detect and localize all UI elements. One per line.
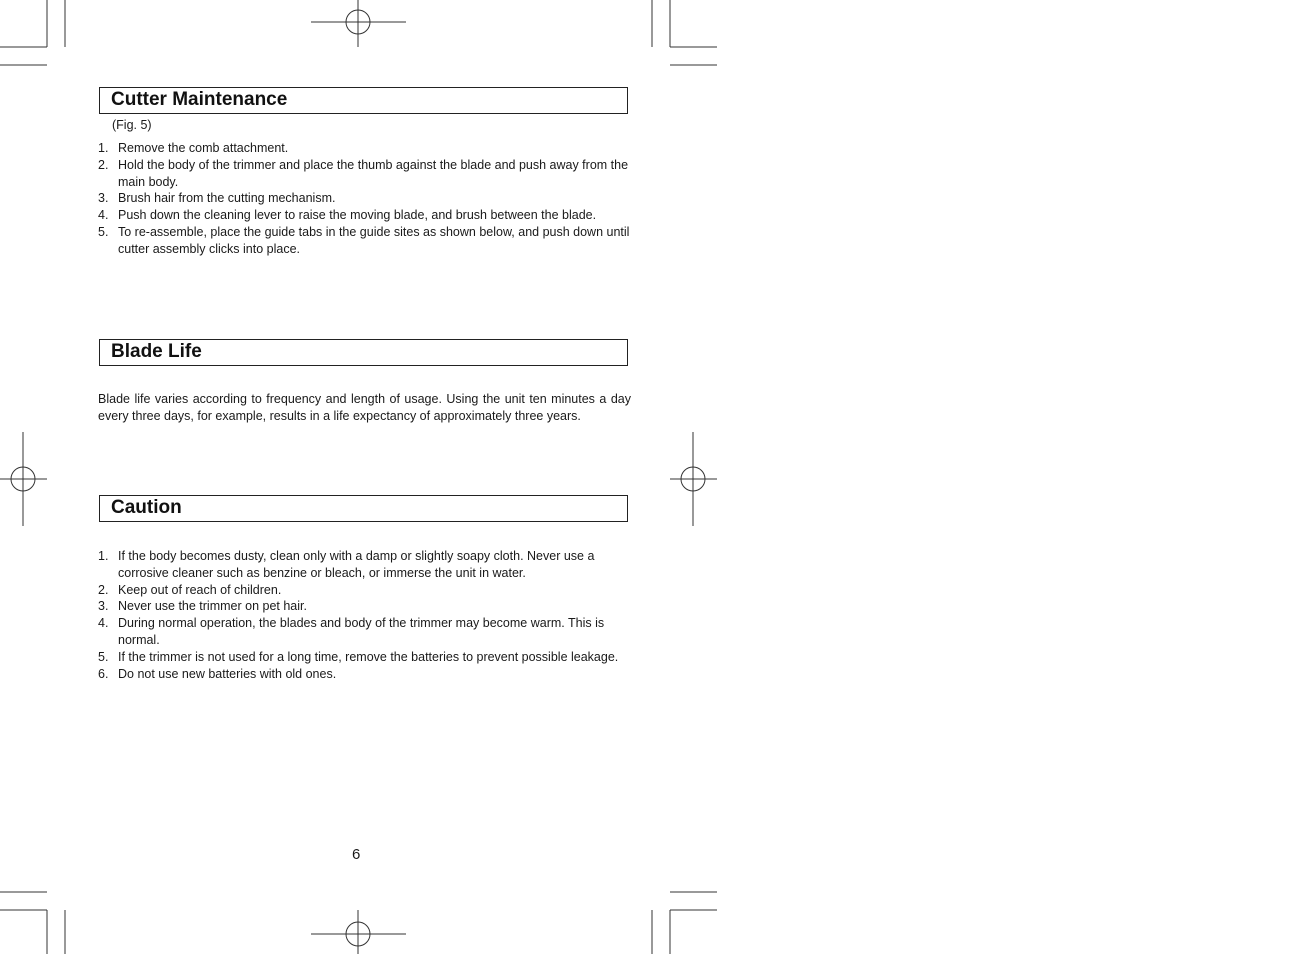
- list-text: Do not use new batteries with old ones.: [118, 666, 337, 681]
- registration-mark-top: [311, 0, 406, 47]
- page-number: 6: [352, 846, 361, 863]
- list-text: Brush hair from the cutting mechanism.: [118, 191, 336, 206]
- registration-mark-left: [0, 432, 47, 526]
- list-item: [98, 224, 630, 258]
- list-number: 4.: [98, 208, 109, 223]
- list-number: 2.: [98, 157, 109, 172]
- list-item: [98, 157, 630, 191]
- caution-heading: [99, 495, 628, 522]
- list-item: [98, 582, 630, 599]
- caution-title: Caution: [111, 497, 182, 518]
- list-item: [98, 140, 630, 157]
- list-number: 1.: [98, 141, 109, 155]
- cutter-maintenance-title: Cutter Maintenance: [111, 89, 288, 110]
- list-text: Never use the trimmer on pet hair.: [118, 599, 307, 614]
- list-text: Keep out of reach of children.: [118, 582, 282, 597]
- registration-mark-right: [670, 432, 717, 526]
- list-number: 4.: [98, 616, 109, 631]
- blade-life-paragraph: Blade life varies according to frequency and length of usage. Using the unit ten minutes a day every three days, for example, results in a life expectancy of approximately three years.: [98, 392, 631, 423]
- list-text: Push down the cleaning lever to raise the moving blade, and brush between the blade.: [118, 208, 597, 223]
- list-number: 3.: [98, 191, 109, 206]
- list-item: [98, 190, 630, 207]
- cutter-maintenance-heading: [99, 87, 628, 114]
- list-number: 3.: [98, 599, 109, 614]
- list-text: To re-assemble, place the guide tabs in the guide sites as shown below, and push down until cutter assembly clicks into place.: [118, 224, 630, 256]
- list-item: [98, 598, 630, 615]
- list-text: If the trimmer is not used for a long time, remove the batteries to prevent possible leakage.: [118, 649, 619, 664]
- blade-life-title: Blade Life: [111, 341, 202, 362]
- list-number: 5.: [98, 224, 109, 239]
- list-text: Hold the body of the trimmer and place the thumb against the blade and push away from the main body.: [118, 157, 629, 189]
- figure-reference: (Fig. 5): [112, 118, 152, 132]
- list-item: [98, 615, 630, 649]
- list-number: 5.: [98, 649, 109, 664]
- cutter-maintenance-steps: [98, 140, 630, 258]
- list-item: [98, 207, 630, 224]
- list-number: 1.: [98, 549, 109, 563]
- caution-list: [98, 548, 630, 682]
- list-item: [98, 666, 630, 683]
- list-item: [98, 649, 630, 666]
- list-text: Remove the comb attachment.: [118, 141, 289, 155]
- list-number: 2.: [98, 582, 109, 597]
- blade-life-heading: [99, 339, 628, 366]
- list-text: If the body becomes dusty, clean only with a damp or slightly soapy cloth. Never use a corrosive cleaner such as benzine or bleach, or immerse the unit in water.: [118, 549, 595, 580]
- list-text: During normal operation, the blades and body of the trimmer may become warm. This is normal.: [118, 616, 605, 647]
- list-number: 6.: [98, 666, 109, 681]
- registration-mark-bottom: [311, 910, 406, 954]
- list-item: [98, 548, 630, 582]
